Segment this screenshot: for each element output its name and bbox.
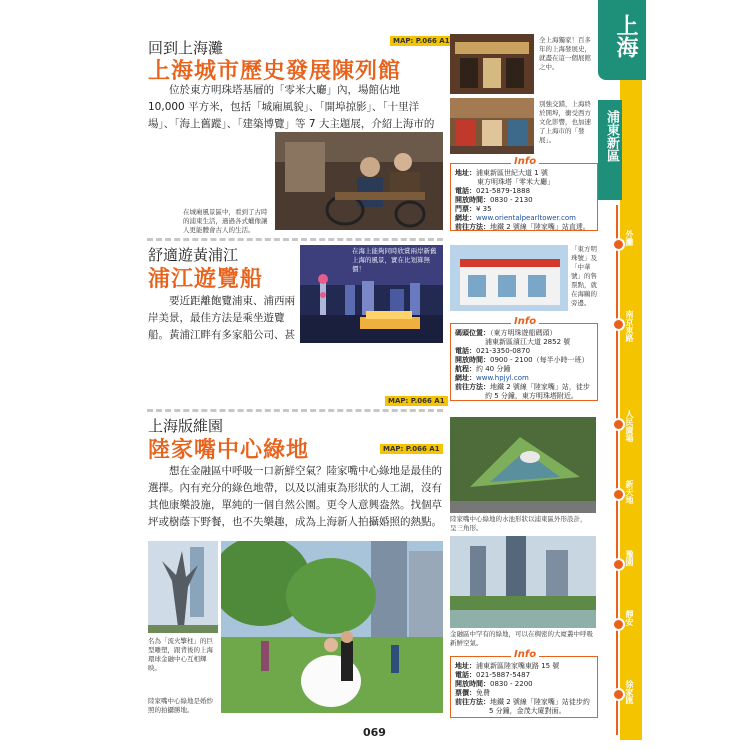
flame-pillar-sculpture-photo: [148, 541, 218, 633]
area-label: 南京東路: [625, 310, 634, 342]
section3-caption-3: 陸家嘴中心綠地是婚紗照的拍攝勝地。: [148, 697, 213, 714]
info-row: 電話：021-5887-5487: [455, 671, 531, 679]
metro-line: [616, 205, 618, 735]
section1-info-box: [450, 156, 598, 231]
info-row: 地址：浦東新區陸家嘴東路 15 號: [455, 662, 560, 670]
info-row: 開放時間：0830 - 2130: [455, 196, 533, 204]
area-label: 徐家匯: [625, 680, 634, 704]
section3-info-box: [450, 649, 598, 718]
info-row: 5 分鐘，金茂大廈對面。: [489, 707, 566, 715]
museum-entrance-photo: [450, 34, 534, 94]
info-row: 前往方法：地鐵 2 號線「陸家嘴」站直達。: [455, 223, 590, 231]
info-row: 電話：021-3350-0870: [455, 347, 531, 355]
area-label: 外灘: [625, 230, 634, 246]
skyscrapers-lake-photo: [450, 536, 596, 628]
wedding-photo-lawn: [221, 541, 443, 713]
info-row: 票價：免費: [455, 689, 490, 697]
info-row: 約 5 分鐘，東方明珠塔附近。: [485, 392, 578, 400]
section1-caption-2: 別強交錯，上海終於開埠，衝受西方文化影響，也加速了上海市的「發展」。: [539, 100, 591, 144]
info-label: Info: [511, 649, 539, 660]
cruise-ticket-booth-photo: [450, 245, 568, 311]
area-label: 人民廣場: [625, 410, 634, 442]
section1-title: 上海城市歷史發展陳列館: [148, 59, 402, 84]
section-divider: [147, 409, 443, 412]
section1-map-tag: MAP: P.066 A1: [390, 36, 453, 46]
section3-title: 陸家嘴中心綠地: [148, 438, 310, 463]
info-rows: [455, 662, 595, 716]
info-row: 網址：www.orientalpearltower.com: [455, 214, 576, 222]
area-label: 豫園: [625, 550, 634, 566]
info-row: 前往方法：地鐵 2 號線「陸家嘴」站，徒步: [455, 383, 590, 391]
page-number: 069: [363, 726, 386, 739]
section-divider: [147, 238, 443, 241]
info-row: 航程：約 40 分鐘: [455, 365, 511, 373]
central-green-aerial-photo: [450, 417, 596, 513]
info-row: 浦東新區濱江大道 2852 號: [485, 338, 571, 346]
info-row: 前往方法：地鐵 2 號線「陸家嘴」站徒步約: [455, 698, 590, 706]
info-row: 東方明珠塔「零米大廳」: [477, 178, 554, 186]
info-label: Info: [511, 156, 539, 167]
section1-body: 位於東方明珠塔基層的「零米大廳」內，場館佔地 10,000 平方米，包括「城廂風貌」、「開埠掠影」、「十里洋場」、「海上舊蹤」、「建築博覽」等 7 大主題展，介紹上海市的: [148, 84, 435, 130]
area-label: 新天地: [625, 480, 634, 504]
section3-kicker: 上海版維園: [148, 417, 224, 435]
section3-caption-1: 陸家嘴中心綠地的水池形狀以浦東區外形設計，呈三角形。: [450, 515, 587, 532]
info-rows: [455, 169, 595, 232]
info-row: 電話：021-5879-1888: [455, 187, 531, 195]
info-row: 門票：¥ 35: [455, 205, 492, 213]
info-row: 開放時間：0900 - 2100（每半小時一班）: [455, 356, 589, 364]
section2-caption-2: 「東方明珠號」及「中華號」的售票點，就在海鷗的旁邊。: [571, 245, 597, 307]
section3-caption-2: 名為「流火擎柱」的巨型雕塑，跟背後的上海環球金融中心互相輝映。: [148, 637, 213, 672]
section2-body: 要近距離飽覽浦東、浦西兩岸美景，最佳方法是乘坐遊覽船。黃浦江畔有多家船公司、甚: [148, 295, 295, 341]
district-tab-label: 浦東新區: [604, 110, 619, 162]
section3-caption-4: 金融區中罕有的綠地，可以在稠密的大廈叢中呼吸新鮮空氣。: [450, 630, 593, 647]
info-rows: [455, 329, 595, 401]
area-label: 靜安: [625, 610, 634, 626]
city-tab: [598, 0, 646, 80]
section1-kicker: 回到上海灘: [148, 39, 224, 57]
info-row: 網址：www.hpjyl.com: [455, 374, 529, 382]
section3-map-tag: MAP: P.066 A1: [380, 444, 443, 454]
section1-caption-3: 在城廂風景區中，看到了古時的浦東生活，過過各式蠟像讓人更能體會古人的生活。: [183, 208, 268, 234]
section2-caption-1: 在海上能夠同時欣賞兩岸新舊上海的風景，實在比划算無價！: [352, 247, 437, 273]
info-row: 地址：浦東新區世紀大道 1 號: [455, 169, 548, 177]
section1-caption-1: 全上海獨家！百多年的上海發展史，就盡在這一個展館之中。: [539, 36, 591, 71]
city-tab-label: 上海: [613, 14, 638, 58]
section2-kicker: 舒適遊黃浦江: [148, 246, 239, 264]
section2-title: 浦江遊覽船: [148, 267, 264, 292]
section2-info-box: [450, 316, 598, 401]
section3-body: 想在金融區中呼吸一口新鮮空氣？陸家嘴中心綠地是最佳的選擇。內有充分的綠色地帶，以及以浦東為形狀的人工湖，沒有其他康樂設施，單純的一個自然公園。更令人意興盎然。找個草坪或樹蔭下野餐，也不失樂趣，成為上海新人拍攝婚照的熱點。: [148, 465, 442, 528]
museum-wax-figure-photo: [275, 132, 443, 230]
section1-body-wrap: [148, 130, 273, 204]
old-shanghai-street-photo: [450, 98, 534, 154]
section2-map-tag: MAP: P.066 A1: [385, 396, 448, 406]
info-row: 開放時間：0830 - 2200: [455, 680, 533, 688]
info-row: 碼頭位置：（東方明珠遊船碼頭）: [455, 329, 557, 337]
info-label: Info: [511, 316, 539, 327]
district-tab: [598, 100, 622, 200]
